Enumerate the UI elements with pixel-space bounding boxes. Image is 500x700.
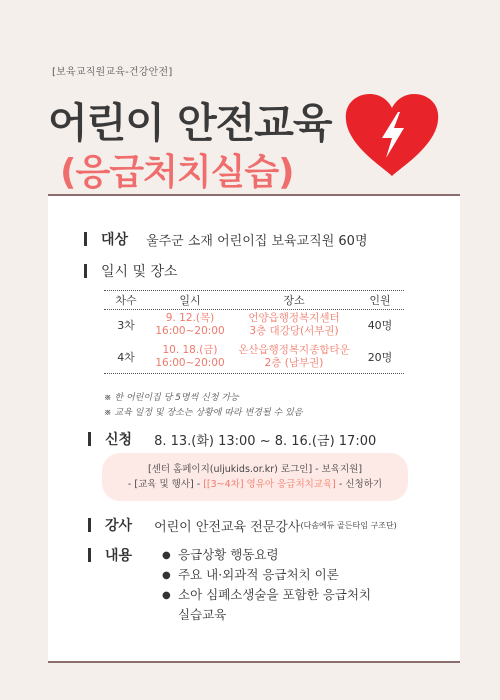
apply-value: 8. 13.(화) 13:00 ~ 8. 16.(금) 17:00 <box>154 433 377 449</box>
section-apply <box>88 429 376 449</box>
col-place: 장소 <box>283 294 305 307</box>
table-row <box>104 340 404 374</box>
content-label: 내용 <box>105 548 133 564</box>
apply-step-text: - [교육 및 행사] - <box>127 479 204 490</box>
table-header <box>104 290 404 310</box>
apply-instructions-box <box>102 453 408 501</box>
list-item-text: 응급상황 행동요령 <box>178 547 279 562</box>
target-label: 대상 <box>101 232 129 248</box>
note-line: ※ 한 어린이집 당 5명씩 신청 가능 <box>104 393 239 403</box>
instructor-affiliation: (다솜에듀 골든타임 구조단) <box>300 520 397 530</box>
date-text: 10. 18.(금) <box>162 343 218 356</box>
col-date: 일시 <box>179 294 201 307</box>
place-cell <box>232 312 356 338</box>
place-cell <box>232 344 356 370</box>
col-round: 차수 <box>115 294 137 307</box>
page-title: 어린이 안전교육 <box>48 99 332 147</box>
section-target <box>84 229 368 249</box>
schedule-table <box>104 290 404 374</box>
note-line: ※ 교육 일정 및 장소는 상황에 따라 변경될 수 있음 <box>104 408 303 418</box>
place-detail-text: 3층 대강당(서부권) <box>249 325 339 337</box>
page-subtitle: (응급처치실습) <box>60 152 294 193</box>
place-detail-text: 2층 (남부권) <box>264 356 324 369</box>
section-content <box>88 545 150 565</box>
instructor-label: 강사 <box>105 518 133 534</box>
time-text: 16:00~20:00 <box>155 325 225 337</box>
content-list <box>162 546 371 625</box>
section-schedule <box>84 261 196 281</box>
section-bar <box>84 264 87 278</box>
col-count: 인원 <box>369 294 391 307</box>
section-instructor <box>88 515 397 535</box>
category-tag: [보육교직원교육-건강안전] <box>52 67 173 78</box>
list-item-text: 주요 내·외과적 응급처치 이론 <box>178 567 339 582</box>
apply-course-link: [[3~4차] 영유아 응급처치교육] <box>203 479 336 490</box>
count-cell: 20명 <box>367 350 393 364</box>
list-item: ● 주요 내·외과적 응급처치 이론 <box>162 567 339 582</box>
section-bar <box>84 232 87 246</box>
date-text: 9. 12.(목) <box>165 312 215 324</box>
list-item: ● 응급상황 행동요령 <box>162 547 279 562</box>
divider-bottom <box>48 661 460 663</box>
list-item <box>162 606 371 623</box>
heart-lightning-icon <box>344 92 440 178</box>
apply-step-2 <box>102 477 408 492</box>
date-cell <box>148 344 232 370</box>
time-text: 16:00~20:00 <box>155 356 225 369</box>
apply-step-1: [센터 홈페이지(uljukids.or.kr) 로그인] - 보육지원] <box>147 464 363 475</box>
list-item: ● 소아 심폐소생술을 포함한 응급처치 <box>162 587 372 602</box>
round-cell: 3차 <box>117 319 135 332</box>
section-bar <box>88 548 91 562</box>
count-cell: 40명 <box>367 319 393 332</box>
section-bar <box>88 518 91 532</box>
place-text: 언양읍행정복지센터 <box>248 312 340 324</box>
apply-step-text: - 신청하기 <box>335 479 383 490</box>
date-cell <box>148 312 232 338</box>
table-row <box>104 310 404 340</box>
section-bar <box>88 432 91 446</box>
target-value: 울주군 소재 어린이집 보육교직원 60명 <box>146 233 368 249</box>
list-item-text: 소아 심폐소생술을 포함한 응급처치 <box>178 587 372 602</box>
round-cell: 4차 <box>117 350 135 364</box>
schedule-label: 일시 및 장소 <box>101 264 178 280</box>
apply-label: 신청 <box>105 432 133 448</box>
place-text: 온산읍행정복지종합타운 <box>238 343 350 356</box>
list-item-text: 실습교육 <box>178 607 227 622</box>
instructor-value: 어린이 안전교육 전문강사 <box>154 519 301 535</box>
